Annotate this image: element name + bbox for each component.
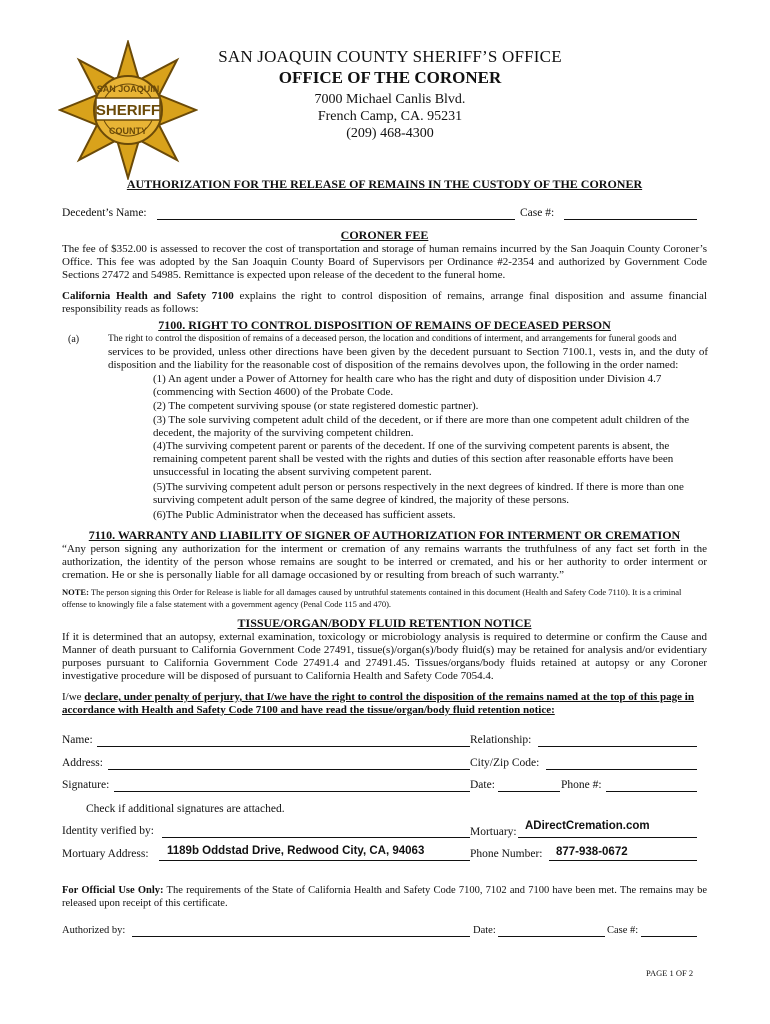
hs7100-item-1: (1) An agent under a Power of Attorney for health care who has the right and duty of disposition under Division 4.7 (commencing with Section 4600) of the Probate Code. bbox=[153, 373, 662, 398]
cityzip-field[interactable] bbox=[546, 769, 697, 770]
hs7100-item-4: (4)The surviving competent parent or parents of the decedent. If one of the surviving competent parents is absent, the remaining competent parent shall be vested with the rights and duties of this section after reasonable efforts have been unsuccessful in locating the absent surviving competent parent. bbox=[153, 440, 674, 478]
name-field[interactable] bbox=[97, 746, 470, 747]
case-label: Case #: bbox=[520, 207, 555, 219]
phone-label: Phone #: bbox=[561, 779, 602, 791]
official-use-body: The requirements of the State of California Health and Safety Code 7100, 7102 and 7100 have been met. The remains may be released upon receipt of this certificate. bbox=[62, 885, 707, 909]
official-case-field[interactable] bbox=[641, 936, 697, 937]
official-date-label: Date: bbox=[473, 925, 496, 936]
phone-number-value: 877-938-0672 bbox=[556, 846, 628, 858]
case-number-field[interactable] bbox=[564, 219, 697, 220]
additional-signatures-label[interactable]: Check if additional signatures are attached. bbox=[86, 803, 285, 815]
date-label: Date: bbox=[470, 779, 495, 791]
date-field[interactable] bbox=[498, 791, 560, 792]
office-title: OFFICE OF THE CORONER bbox=[278, 68, 502, 87]
hs7100-intro bbox=[62, 290, 707, 316]
hs7110-quote: “Any person signing any authorization for the interment or cremation of any remains warrants the truthfulness of any fact set forth in the authorization, the identity of the person whose remains are sought to be interred or cremated, and his or her authority to order interment or cremation. He or she is personally liable for all damage occasioned by or resulting from breach of such warranty.” bbox=[62, 543, 707, 581]
badge-top-text: SAN JOAQUIN bbox=[96, 84, 160, 94]
tissue-text: If it is determined that an autopsy, external examination, toxicology or microbiology analysis is required to determine or confirm the Cause and Manner of death pursuant to California Government Code 27491, tissue(s)/organ(s)/body fluid(s) may be retained for analysis and/or evidentiary purposes pursuant to California Government Code 27491.4 and 27491.45. Tissues/organs/body fluids retained at autopsy or any Coroner investigative procedure will be disposed of pursuant to California Health and Safety Code 7054.4. bbox=[62, 631, 707, 682]
mortuary-address-field[interactable] bbox=[159, 860, 470, 861]
mortuary-address-value: 1189b Oddstad Drive, Redwood City, CA, 94063 bbox=[167, 845, 425, 857]
fee-text: The fee of $352.00 is assessed to recover the cost of transportation and storage of human remains incurred by the San Joaquin County Coroner’s Office. This fee was adopted by the San Joaquin County Board of Supervisors per Ordinance #2-2354 and authorized by Government Code Sections 27472 and 54985. Remittance is expected upon release of the decedent to the funeral home. bbox=[62, 243, 707, 281]
declaration bbox=[62, 691, 712, 717]
address-label: Address: bbox=[62, 757, 103, 769]
official-case-label: Case #: bbox=[607, 925, 639, 936]
authorized-label: Authorized by: bbox=[62, 925, 126, 936]
address-field[interactable] bbox=[108, 769, 470, 770]
declaration-prefix: I/we bbox=[62, 691, 85, 703]
hs7100-para: services to be provided, unless other directions have been given by the decedent pursuant to Section 7100.1, vests in, and the duty of disposition and the liability for the reasonable cost of disposition of the remains devolves upon, the following in the order named: bbox=[108, 346, 708, 371]
hs7100-item-2: (2) The competent surviving spouse (or state registered domestic partner). bbox=[153, 400, 479, 412]
identity-label: Identity verified by: bbox=[62, 825, 154, 837]
hs7110-heading: 7110. WARRANTY AND LIABILITY OF SIGNER OF AUTHORIZATION FOR INTERMENT OR CREMATION bbox=[88, 528, 681, 542]
fee-heading: CORONER FEE bbox=[340, 228, 429, 242]
official-use-text bbox=[62, 884, 707, 910]
name-label: Name: bbox=[62, 734, 93, 746]
address-line-1: 7000 Michael Canlis Blvd. bbox=[314, 92, 466, 107]
decedent-name-field[interactable] bbox=[157, 219, 515, 220]
hs7100-heading: 7100. RIGHT TO CONTROL DISPOSITION OF REMAINS OF DECEASED PERSON bbox=[158, 318, 611, 332]
badge-bottom-text: COUNTY bbox=[109, 126, 147, 136]
identity-field[interactable] bbox=[162, 837, 470, 838]
official-date-field[interactable] bbox=[498, 936, 605, 937]
mortuary-address-label: Mortuary Address: bbox=[62, 848, 149, 860]
badge-center-text: SHERIFF bbox=[95, 102, 161, 119]
official-use-label: For Official Use Only: bbox=[62, 885, 164, 896]
mortuary-label: Mortuary: bbox=[470, 826, 517, 838]
decedent-label: Decedent’s Name: bbox=[62, 207, 147, 219]
mortuary-value: ADirectCremation.com bbox=[525, 820, 650, 832]
hs7100-item-3: (3) The sole surviving competent adult child of the decedent, or if there are more than one competent adult children of the decedent, the majority of the surviving competent children. bbox=[153, 414, 690, 439]
mortuary-field[interactable] bbox=[518, 837, 697, 838]
hs7100-marker: (a) bbox=[68, 334, 80, 345]
hs7100-item-6: (6)The Public Administrator when the deceased has sufficient assets. bbox=[153, 509, 456, 521]
cityzip-label: City/Zip Code: bbox=[470, 757, 540, 769]
hs7110-note bbox=[62, 586, 707, 610]
document-title: AUTHORIZATION FOR THE RELEASE OF REMAINS IN THE CUSTODY OF THE CORONER bbox=[126, 177, 643, 191]
declaration-text: declare, under penalty of perjury, that I/we have the right to control the disposition of the remains named at the top of this page in accordance with Health and Safety Code 7100 and have read the tissue/organ/body fluid retention notice: bbox=[62, 691, 694, 716]
hs7100-para-lead: The right to control the disposition of remains of a deceased person, the location and conditions of interment, and arrangements for funeral goods and bbox=[108, 334, 677, 344]
tissue-heading: TISSUE/ORGAN/BODY FLUID RETENTION NOTICE bbox=[237, 616, 532, 630]
relationship-label: Relationship: bbox=[470, 734, 532, 746]
hs7100-lead: California Health and Safety 7100 bbox=[62, 290, 234, 302]
note-label: NOTE: bbox=[62, 587, 89, 597]
phone-number: (209) 468-4300 bbox=[346, 126, 434, 141]
relationship-field[interactable] bbox=[538, 746, 697, 747]
address-line-2: French Camp, CA. 95231 bbox=[317, 109, 463, 124]
sheriff-star-badge-icon bbox=[58, 40, 198, 180]
phone-field[interactable] bbox=[606, 791, 697, 792]
phone-number-field[interactable] bbox=[549, 860, 697, 861]
phone-number-label: Phone Number: bbox=[470, 848, 543, 860]
office-name: SAN JOAQUIN COUNTY SHERIFF’S OFFICE bbox=[218, 47, 562, 66]
authorized-field[interactable] bbox=[132, 936, 470, 937]
hs7100-item-5: (5)The surviving competent adult person or persons respectively in the next degrees of kindred. If there is more than one surviving competent adult person of the same degree of kindred, the majority of these persons. bbox=[153, 481, 684, 506]
note-text: The person signing this Order for Release is liable for all damages caused by untruthful statements contained in this document (Health and Safety Code 7110). It is a criminal offense to knowingly file a false statement with a government agency (Penal Code 115 and 470). bbox=[62, 587, 682, 609]
page-number: PAGE 1 OF 2 bbox=[646, 968, 694, 978]
signature-field[interactable] bbox=[114, 791, 470, 792]
signature-label: Signature: bbox=[62, 779, 110, 791]
hs7100-lead-rest: explains the right to control disposition of remains, arrange final disposition and assume financial responsibility reads as follows: bbox=[62, 290, 707, 315]
